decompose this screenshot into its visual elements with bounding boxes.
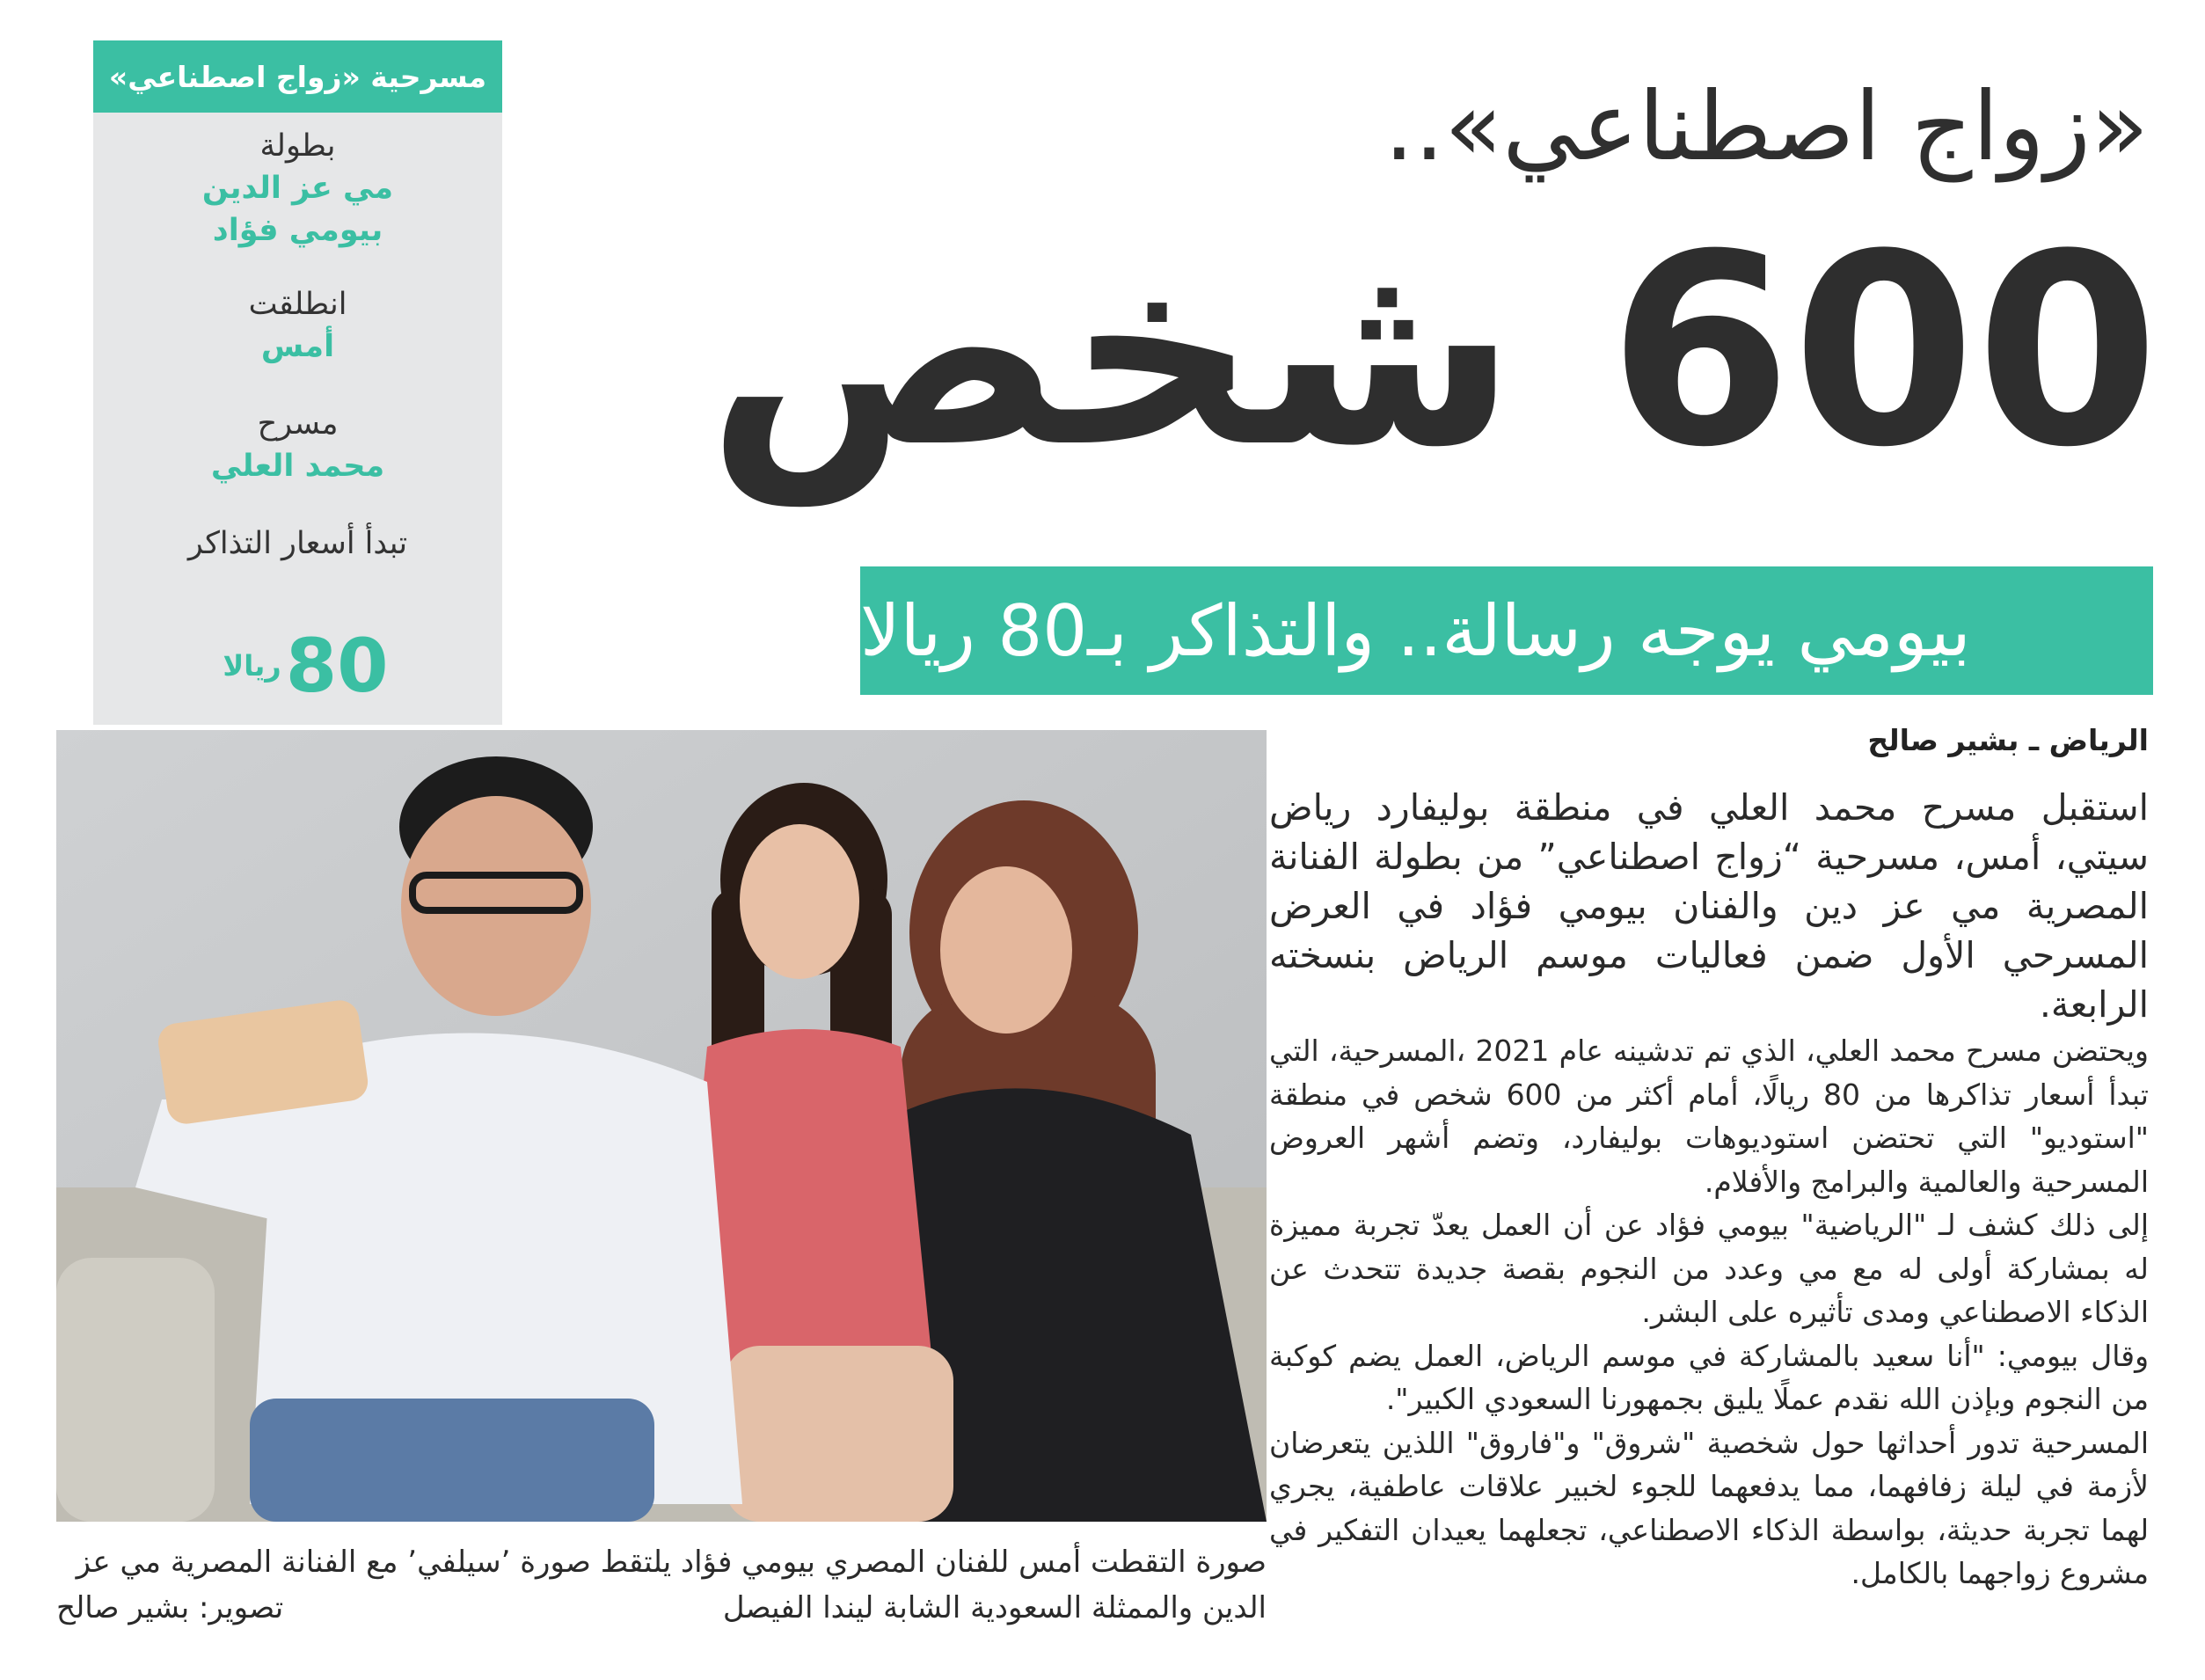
cast-name-2: بيومي فؤاد xyxy=(212,213,383,248)
headline-sub-banner xyxy=(860,566,2153,695)
price-currency: ريالا xyxy=(223,649,281,683)
headline-sub: بيومي يوجه رسالة.. والتذاكر بـ80 ريالا xyxy=(860,589,1971,672)
cast-label: بطولة xyxy=(259,128,336,164)
info-box-title: مسرحية «زواج اصطناعي» xyxy=(93,40,502,113)
article-body xyxy=(1269,783,2149,1596)
cast-block xyxy=(93,125,502,252)
article-lead: استقبل مسرح محمد العلي في منطقة بوليفارد رياض سيتي، أمس، مسرحية “زواج اصطناعي” من بطولة الفنانة المصرية مي عز دين والفنان بيومي فؤاد في العرض المسرحي الأول ضمن فعاليات موسم الرياض بنسخته الرابعة. xyxy=(1269,786,2149,1026)
news-photo xyxy=(56,730,1267,1522)
price-label-block xyxy=(93,522,502,565)
photo-caption-block xyxy=(56,1539,1267,1631)
price-value: 80 xyxy=(285,623,389,709)
photo-caption: صورة التقطت أمس للفنان المصري بيومي فؤاد يلتقط صورة ’سيلفي’ مع الفنانة المصرية مي عز الدين والممثلة السعودية الشابة ليندا الفيصل xyxy=(76,1545,1267,1625)
byline: الرياض ـ بشير صالح xyxy=(1867,723,2149,757)
article-paragraph-3: وقال بيومي: "أنا سعيد بالمشاركة في موسم الرياض، العمل يضم كوكبة من النجوم وبإذن الله نقدم عملًا يليق بجمهورنا السعودي الكبير". xyxy=(1269,1338,2149,1416)
selfie-photo-illustration xyxy=(56,730,1267,1522)
article-paragraph-2: إلى ذلك كشف لـ "الرياضية" بيومي فؤاد عن أن العمل يعدّ تجربة مميزة له بمشاركة أولى له مع مي وعدد من النجوم بقصة جديدة تتحدث عن الذكاء الاصطناعي ومدى تأثيره على البشر. xyxy=(1269,1208,2149,1329)
theatre-value: محمد العلي xyxy=(210,449,385,484)
theatre-block xyxy=(93,403,502,487)
price-block xyxy=(93,623,502,709)
photo-credit: تصوير: بشير صالح xyxy=(56,1590,284,1625)
cast-name-1: مي عز الدين xyxy=(201,171,394,206)
headline-kicker: «زواج اصطناعي».. xyxy=(1384,72,2149,182)
theatre-label: مسرح xyxy=(257,406,339,442)
price-label: تبدأ أسعار التذاكر xyxy=(187,526,408,561)
article-paragraph-1: ويحتضن مسرح محمد العلي، الذي تم تدشينه عام 2021 ،المسرحية، التي تبدأ أسعار تذاكرها من 80 ريالًا، أمام أكثر من 600 شخص في منطقة "استوديو" التي تحتضن استوديوهات بوليفارد، وتضم أشهر العروض المسرحية والعالمية والبرامج والأفلام. xyxy=(1269,1034,2149,1199)
launched-value: أمس xyxy=(260,329,335,364)
headline-main: 600 شخص xyxy=(706,198,2159,505)
article-paragraph-4: المسرحية تدور أحداثها حول شخصية "شروق" و"فاروق" اللذين يتعرضان لأزمة في ليلة زفافهما، مما يدفعهما للجوء لخبير علاقات عاطفية، يجري لهما تجربة حديثة، بواسطة الذكاء الاصطناعي، تجعلهما يعيدان التفكير في مشروع زواجهما بالكامل. xyxy=(1269,1425,2149,1590)
launch-block xyxy=(93,283,502,368)
info-box xyxy=(93,40,502,725)
launched-label: انطلقت xyxy=(248,287,347,322)
